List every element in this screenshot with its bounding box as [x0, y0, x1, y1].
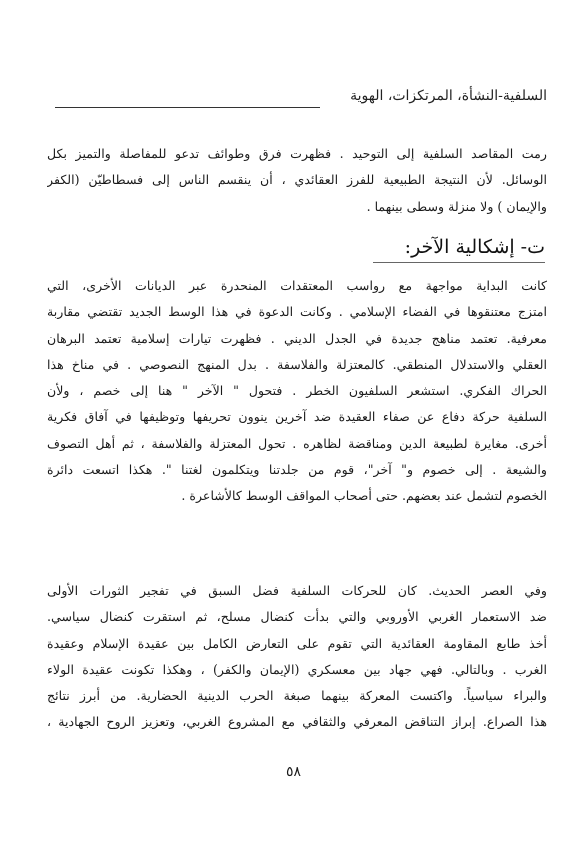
paragraph-line: كانت البداية مواجهة مع رواسب المعتقدات المنحدرة عبر الديانات الأخرى، التي: [47, 278, 547, 293]
paragraph-line: الحراك الفكري. استشعر السلفيون الخطر . فتحول " الآخر " هنا إلى خصم ، ولأن: [47, 383, 547, 399]
section-heading: ت- إشكالية الآخر:: [404, 236, 545, 258]
paragraph-1: [47, 141, 547, 220]
page-number: ٥٨: [285, 764, 302, 780]
paragraph-line: هذا الصراع. إبراز التناقض المعرفي والثقافي مع المشروع الغربي، وتعزيز الروح الجهادية ،: [47, 714, 547, 730]
paragraph-line: السلفية حركة دفاع عن صفاء العقيدة ضد آخرين ينوون تحريفها وتوظيفها في آفاق فكرية: [47, 409, 547, 425]
paragraph-3: [47, 578, 547, 736]
paragraph-line: رمت المقاصد السلفية إلى التوحيد . فظهرت فرق وطوائف تدعو للمفاصلة والتميز بكل: [47, 146, 547, 161]
header-rule: [55, 107, 320, 108]
paragraph-line: العقلي والاستدلال المنطقي. كالمعتزلة والفلاسفة . بدل المنهج النصوصي . في مناخ هذا: [47, 356, 547, 372]
paragraph-line: والبراء سياسياً. واكتست المعركة بينهما صبغة الحرب الدينية الحضارية. من أبرز نتائج: [47, 688, 547, 704]
heading-underline: [373, 262, 545, 263]
paragraph-line: معرفية. تعتمد مناهج جديدة في الجدل الديني . فظهرت تيارات إسلامية تعتمد البرهان: [47, 330, 547, 346]
paragraph-line: أخذ طابع المقاومة العقائدية التي تقوم على التعارض الكامل بين عقيدة الإسلام وعقيدة: [47, 635, 547, 651]
paragraph-line: الوسائل. لأن النتيجة الطبيعية للفرز العقائدي ، أن ينقسم الناس إلى فسطاطيّن (الكفر: [47, 172, 547, 188]
paragraph-line: والإيمان ) ولا منزلة وسطى بينهما .: [366, 198, 547, 214]
paragraph-line: الغرب . وبالتالي. فهي جهاد بين معسكري (الإيمان والكفر) ، وهكذا تكونت عقيدة الولاء: [47, 661, 547, 677]
paragraph-line: أخرى. مغايرة لطبيعة الدين ومناقضة لظاهره . تحول المعتزلة والفلاسفة ، ثم أهل التصوف: [47, 435, 547, 451]
paragraph-line: ضد الاستعمار الغربي الأوروبي والتي بدأت كنضال مسلح، ثم استقرت كنضال سياسي.: [47, 609, 547, 625]
paragraph-line: الخصوم لتشمل عند بعضهم. حتى أصحاب المواقف الوسط كالأشاعرة .: [181, 488, 547, 504]
paragraph-line: وفي العصر الحديث. كان للحركات السلفية فضل السبق في تفجير الثورات الأولى: [47, 583, 547, 598]
running-header: السلفية-النشأة، المرتكزات، الهوية: [350, 88, 547, 104]
paragraph-line: والشيعة . إلى خصوم و" آخر"، قوم من جلدتنا ويتكلمون لغتنا ". هكذا اتسعت دائرة: [47, 462, 547, 478]
paragraph-2: [47, 273, 547, 510]
paragraph-line: امتزج معتنقوها في الفضاء الإسلامي . وكانت الدعوة في هذا الوسط الجديد تقتضي مقاربة: [47, 304, 547, 320]
